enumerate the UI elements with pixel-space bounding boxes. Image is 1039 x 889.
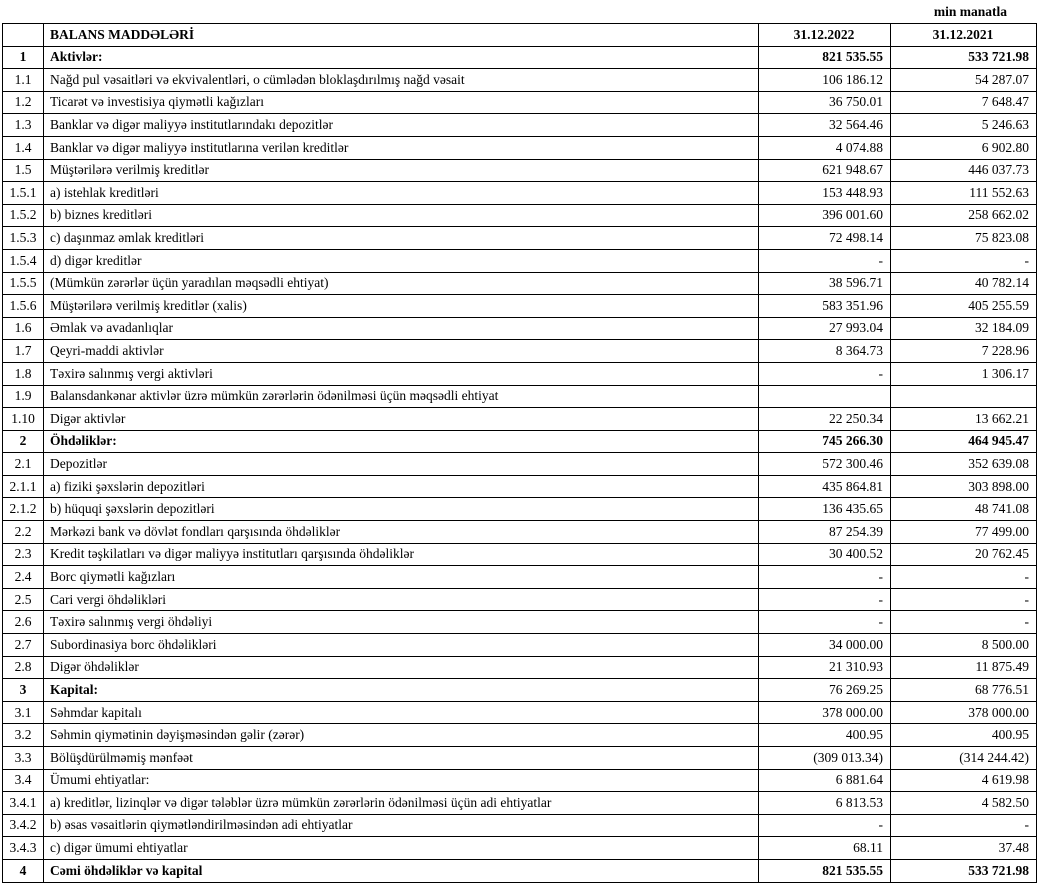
item-name-cell: b) hüquqi şəxslərin depozitləri — [44, 498, 759, 521]
table-row — [3, 91, 1037, 114]
table-row — [3, 249, 1037, 272]
value-2022-cell: 106 186.12 — [759, 69, 891, 92]
table-row — [3, 295, 1037, 318]
item-name-cell: a) fiziki şəxslərin depozitləri — [44, 475, 759, 498]
table-row — [3, 588, 1037, 611]
table-row — [3, 272, 1037, 295]
value-2021-cell: 40 782.14 — [891, 272, 1037, 295]
table-row — [3, 317, 1037, 340]
item-name-cell: Subordinasiya borc öhdəlikləri — [44, 634, 759, 657]
table-row — [3, 566, 1037, 589]
item-name-cell: Digər aktivlər — [44, 408, 759, 431]
row-number-cell: 1.3 — [3, 114, 44, 137]
value-2021-cell: 75 823.08 — [891, 227, 1037, 250]
row-number-cell: 3.4.3 — [3, 837, 44, 860]
row-number-cell: 2.8 — [3, 656, 44, 679]
table-row — [3, 521, 1037, 544]
row-number-cell: 1.7 — [3, 340, 44, 363]
value-2021-cell: 1 306.17 — [891, 362, 1037, 385]
value-2021-cell: 303 898.00 — [891, 475, 1037, 498]
item-name-cell: Digər öhdəliklər — [44, 656, 759, 679]
table-row — [3, 656, 1037, 679]
item-name-cell: Banklar və digər maliyyə institutlarındakı depozitlər — [44, 114, 759, 137]
item-name-cell: Bölüşdürülməmiş mənfəət — [44, 747, 759, 770]
value-2021-cell: 111 552.63 — [891, 182, 1037, 205]
table-row — [3, 385, 1037, 408]
value-2021-cell: - — [891, 566, 1037, 589]
table-row — [3, 362, 1037, 385]
row-number-cell: 1.8 — [3, 362, 44, 385]
row-number-cell: 3 — [3, 679, 44, 702]
item-name-cell: Qeyri-maddi aktivlər — [44, 340, 759, 363]
row-number-cell: 2.6 — [3, 611, 44, 634]
table-row — [3, 182, 1037, 205]
value-2021-cell: 533 721.98 — [891, 46, 1037, 69]
row-number-cell: 4 — [3, 859, 44, 882]
value-2021-cell: 405 255.59 — [891, 295, 1037, 318]
table-row — [3, 430, 1037, 453]
value-2022-cell: 6 881.64 — [759, 769, 891, 792]
value-2022-cell: 87 254.39 — [759, 521, 891, 544]
value-2022-cell: 572 300.46 — [759, 453, 891, 476]
table-row — [3, 634, 1037, 657]
value-2022-cell: 4 074.88 — [759, 136, 891, 159]
value-2022-cell: 400.95 — [759, 724, 891, 747]
table-row — [3, 159, 1037, 182]
item-name-cell: Banklar və digər maliyyə institutlarına verilən kreditlər — [44, 136, 759, 159]
value-2022-cell: 583 351.96 — [759, 295, 891, 318]
item-name-cell: Təxirə salınmış vergi öhdəliyi — [44, 611, 759, 634]
row-number-cell: 1.5.5 — [3, 272, 44, 295]
value-2021-cell: 68 776.51 — [891, 679, 1037, 702]
table-row — [3, 114, 1037, 137]
value-2021-cell: 77 499.00 — [891, 521, 1037, 544]
table-row — [3, 543, 1037, 566]
item-name-cell: Əmlak və avadanlıqlar — [44, 317, 759, 340]
value-2022-cell: 32 564.46 — [759, 114, 891, 137]
value-2022-cell: 76 269.25 — [759, 679, 891, 702]
row-number-cell: 2.4 — [3, 566, 44, 589]
value-2021-cell: 4 582.50 — [891, 792, 1037, 815]
value-2021-cell: (314 244.42) — [891, 747, 1037, 770]
balance-table — [2, 23, 1037, 883]
value-2021-cell: 7 228.96 — [891, 340, 1037, 363]
value-2022-cell: - — [759, 588, 891, 611]
table-row — [3, 747, 1037, 770]
value-2022-cell: 435 864.81 — [759, 475, 891, 498]
row-number-cell: 2.1.1 — [3, 475, 44, 498]
row-number-cell: 2.2 — [3, 521, 44, 544]
value-2021-cell: 54 287.07 — [891, 69, 1037, 92]
value-2021-cell: 400.95 — [891, 724, 1037, 747]
header-row — [3, 24, 1037, 47]
item-name-cell: a) istehlak kreditləri — [44, 182, 759, 205]
value-2022-cell: 68.11 — [759, 837, 891, 860]
row-number-cell: 1.5.4 — [3, 249, 44, 272]
header-date-2022-cell: 31.12.2022 — [759, 24, 891, 47]
row-number-cell: 2.3 — [3, 543, 44, 566]
value-2021-cell: 7 648.47 — [891, 91, 1037, 114]
table-row — [3, 136, 1037, 159]
table-row — [3, 475, 1037, 498]
value-2022-cell: 396 001.60 — [759, 204, 891, 227]
table-row — [3, 408, 1037, 431]
value-2021-cell: 11 875.49 — [891, 656, 1037, 679]
row-number-cell: 1.4 — [3, 136, 44, 159]
row-number-cell: 1.5.1 — [3, 182, 44, 205]
value-2022-cell: 27 993.04 — [759, 317, 891, 340]
value-2021-cell: 464 945.47 — [891, 430, 1037, 453]
item-name-cell: a) kreditlər, lizinqlər və digər tələblər üzrə mümkün zərərlərin ödənilməsi üçün adi ehtiyatlar — [44, 792, 759, 815]
value-2022-cell: - — [759, 362, 891, 385]
item-name-cell: Kredit təşkilatları və digər maliyyə institutları qarşısında öhdəliklər — [44, 543, 759, 566]
item-name-cell: Ticarət və investisiya qiymətli kağızları — [44, 91, 759, 114]
item-name-cell: Müştərilərə verilmiş kreditlər (xalis) — [44, 295, 759, 318]
table-row — [3, 701, 1037, 724]
table-row — [3, 859, 1037, 882]
row-number-cell: 3.2 — [3, 724, 44, 747]
value-2022-cell: 745 266.30 — [759, 430, 891, 453]
item-name-cell: Səhmdar kapitalı — [44, 701, 759, 724]
row-number-cell: 3.3 — [3, 747, 44, 770]
table-row — [3, 69, 1037, 92]
value-2022-cell: - — [759, 249, 891, 272]
row-number-cell: 1.10 — [3, 408, 44, 431]
item-name-cell: Ümumi ehtiyatlar: — [44, 769, 759, 792]
item-name-cell: Balansdankənar aktivlər üzrə mümkün zərərlərin ödənilməsi üçün məqsədli ehtiyat — [44, 385, 759, 408]
row-number-cell: 2.1.2 — [3, 498, 44, 521]
value-2022-cell: 621 948.67 — [759, 159, 891, 182]
row-number-cell: 1 — [3, 46, 44, 69]
item-name-cell: Depozitlər — [44, 453, 759, 476]
table-row — [3, 340, 1037, 363]
item-name-cell: Borc qiymətli kağızları — [44, 566, 759, 589]
table-row — [3, 611, 1037, 634]
value-2021-cell: 13 662.21 — [891, 408, 1037, 431]
value-2022-cell: - — [759, 814, 891, 837]
item-name-cell: Təxirə salınmış vergi aktivləri — [44, 362, 759, 385]
item-name-cell: Öhdəliklər: — [44, 430, 759, 453]
row-number-cell: 1.5.6 — [3, 295, 44, 318]
item-name-cell: Nağd pul vəsaitləri və ekvivalentləri, o cümlədən bloklaşdırılmış nağd vəsait — [44, 69, 759, 92]
value-2021-cell: - — [891, 611, 1037, 634]
row-number-cell: 2.1 — [3, 453, 44, 476]
row-number-cell: 2.5 — [3, 588, 44, 611]
value-2022-cell: 34 000.00 — [759, 634, 891, 657]
row-number-cell: 1.2 — [3, 91, 44, 114]
value-2022-cell: 378 000.00 — [759, 701, 891, 724]
row-number-cell: 3.4.1 — [3, 792, 44, 815]
value-2022-cell: 821 535.55 — [759, 859, 891, 882]
item-name-cell: b) biznes kreditləri — [44, 204, 759, 227]
value-2021-cell: 6 902.80 — [891, 136, 1037, 159]
item-name-cell: b) əsas vəsaitlərin qiymətləndirilməsindən adi ehtiyatlar — [44, 814, 759, 837]
value-2022-cell: 21 310.93 — [759, 656, 891, 679]
value-2021-cell: 258 662.02 — [891, 204, 1037, 227]
balance-table-body — [3, 46, 1037, 882]
table-row — [3, 814, 1037, 837]
table-row — [3, 837, 1037, 860]
row-number-cell: 1.5.2 — [3, 204, 44, 227]
value-2021-cell: 32 184.09 — [891, 317, 1037, 340]
item-name-cell: Cəmi öhdəliklər və kapital — [44, 859, 759, 882]
row-number-cell: 2 — [3, 430, 44, 453]
value-2021-cell: - — [891, 249, 1037, 272]
row-number-cell: 1.6 — [3, 317, 44, 340]
item-name-cell: c) daşınmaz əmlak kreditləri — [44, 227, 759, 250]
row-number-cell: 3.4.2 — [3, 814, 44, 837]
value-2022-cell: 22 250.34 — [759, 408, 891, 431]
row-number-cell: 2.7 — [3, 634, 44, 657]
value-2021-cell: 8 500.00 — [891, 634, 1037, 657]
value-2022-cell: - — [759, 566, 891, 589]
row-number-cell: 1.9 — [3, 385, 44, 408]
value-2022-cell: 6 813.53 — [759, 792, 891, 815]
value-2021-cell: - — [891, 588, 1037, 611]
value-2022-cell: 8 364.73 — [759, 340, 891, 363]
row-number-cell: 3.4 — [3, 769, 44, 792]
item-name-cell: Mərkəzi bank və dövlət fondları qarşısında öhdəliklər — [44, 521, 759, 544]
value-2022-cell: 30 400.52 — [759, 543, 891, 566]
header-number-cell — [3, 24, 44, 47]
value-2021-cell: 48 741.08 — [891, 498, 1037, 521]
row-number-cell: 3.1 — [3, 701, 44, 724]
value-2022-cell: (309 013.34) — [759, 747, 891, 770]
item-name-cell: Kapital: — [44, 679, 759, 702]
table-row — [3, 46, 1037, 69]
header-title-cell: BALANS MADDƏLƏRİ — [44, 24, 759, 47]
value-2022-cell: 38 596.71 — [759, 272, 891, 295]
value-2022-cell: 36 750.01 — [759, 91, 891, 114]
table-row — [3, 453, 1037, 476]
value-2021-cell: - — [891, 814, 1037, 837]
value-2022-cell: 821 535.55 — [759, 46, 891, 69]
item-name-cell: Müştərilərə verilmiş kreditlər — [44, 159, 759, 182]
value-2021-cell: 20 762.45 — [891, 543, 1037, 566]
value-2021-cell: 352 639.08 — [891, 453, 1037, 476]
value-2021-cell — [891, 385, 1037, 408]
table-row — [3, 792, 1037, 815]
unit-note: min manatla — [933, 4, 1007, 19]
table-row — [3, 679, 1037, 702]
value-2022-cell — [759, 385, 891, 408]
item-name-cell: Cari vergi öhdəlikləri — [44, 588, 759, 611]
row-number-cell: 1.5.3 — [3, 227, 44, 250]
item-name-cell: (Mümkün zərərlər üçün yaradılan məqsədli ehtiyat) — [44, 272, 759, 295]
table-row — [3, 769, 1037, 792]
table-row — [3, 498, 1037, 521]
item-name-cell: Səhmin qiymətinin dəyişməsindən gəlir (zərər) — [44, 724, 759, 747]
value-2021-cell: 5 246.63 — [891, 114, 1037, 137]
table-row — [3, 204, 1037, 227]
value-2021-cell: 37.48 — [891, 837, 1037, 860]
item-name-cell: d) digər kreditlər — [44, 249, 759, 272]
item-name-cell: c) digər ümumi ehtiyatlar — [44, 837, 759, 860]
row-number-cell: 1.5 — [3, 159, 44, 182]
value-2021-cell: 533 721.98 — [891, 859, 1037, 882]
value-2021-cell: 446 037.73 — [891, 159, 1037, 182]
value-2022-cell: 136 435.65 — [759, 498, 891, 521]
value-2021-cell: 4 619.98 — [891, 769, 1037, 792]
value-2022-cell: - — [759, 611, 891, 634]
header-date-2021-cell: 31.12.2021 — [891, 24, 1037, 47]
value-2022-cell: 72 498.14 — [759, 227, 891, 250]
item-name-cell: Aktivlər: — [44, 46, 759, 69]
row-number-cell: 1.1 — [3, 69, 44, 92]
table-row — [3, 227, 1037, 250]
value-2022-cell: 153 448.93 — [759, 182, 891, 205]
value-2021-cell: 378 000.00 — [891, 701, 1037, 724]
table-row — [3, 724, 1037, 747]
